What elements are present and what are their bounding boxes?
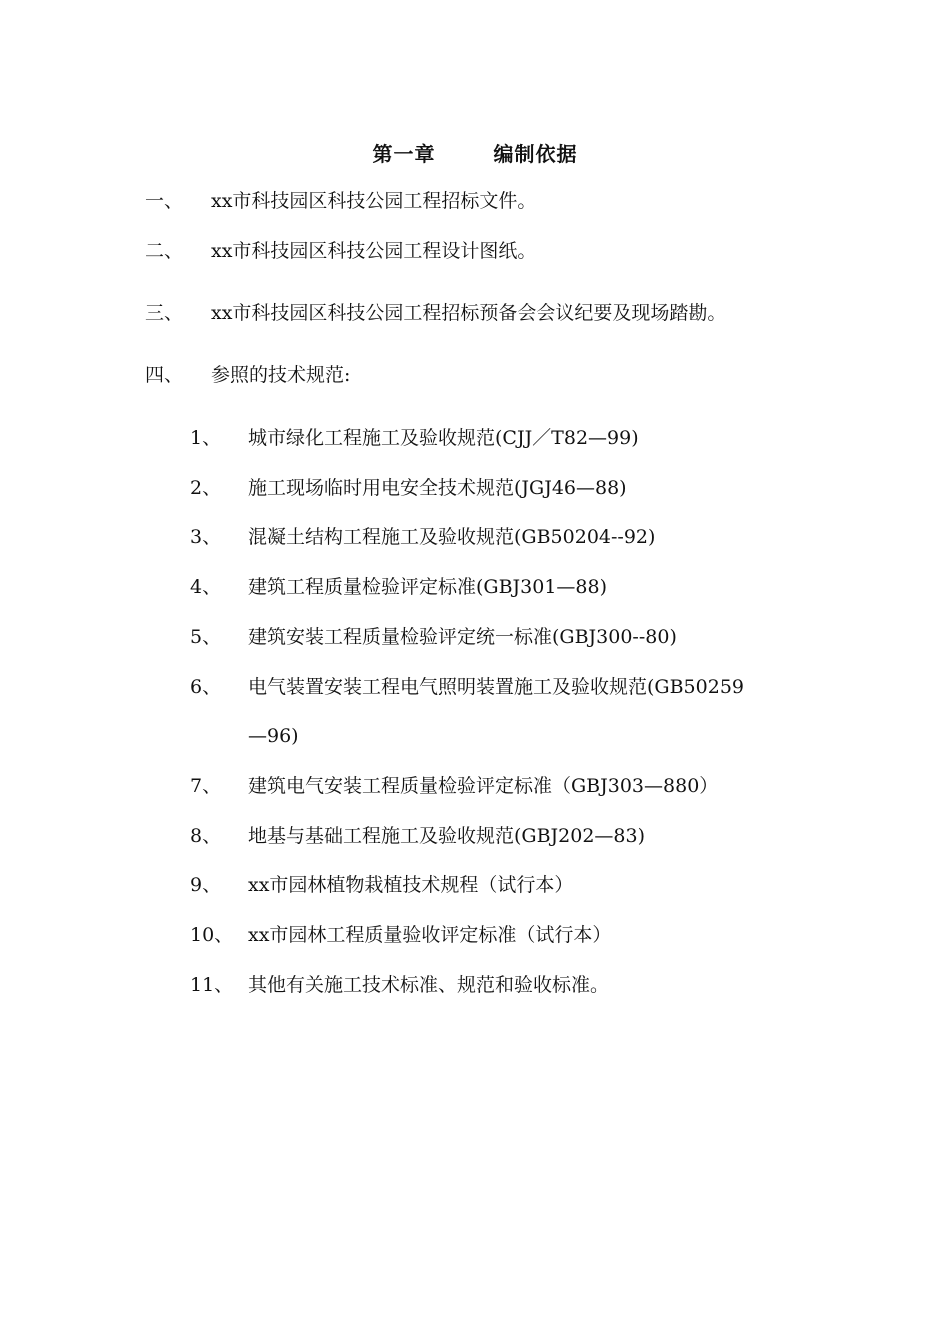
section-number: 一、 [145,190,184,212]
section-text: xx市科技园区科技公园工程招标预备会会议纪要及现场踏勘。 [211,302,727,324]
chapter-title: 编制依据 [493,142,578,166]
standard-item [190,773,718,799]
standard-text: xx市园林植物栽植技术规程（试行本） [248,874,574,896]
standard-number: 1、 [190,427,222,449]
standard-number: 2、 [190,477,222,499]
standard-text: 建筑工程质量检验评定标准(GBJ301—88) [248,576,608,598]
standard-number: 9、 [190,874,222,896]
standard-text: xx市园林工程质量验收评定标准（试行本） [248,924,612,946]
standard-item [190,425,639,451]
section-number: 四、 [145,364,184,386]
standard-text: 电气装置安装工程电气照明装置施工及验收规范(GB50259 [248,676,744,698]
standard-item [190,574,607,600]
standard-item [190,674,744,700]
standard-item [190,972,609,998]
standard-number: 10、 [190,924,234,946]
standard-item [190,823,645,849]
chapter-label: 第一章 [372,142,436,166]
chapter-heading [0,138,950,167]
section-item [145,188,536,214]
standard-number: 8、 [190,825,222,847]
section-item [145,300,726,326]
standard-item [190,624,677,650]
standard-item [190,524,655,550]
section-item [145,238,536,264]
standard-text: 其他有关施工技术标准、规范和验收标准。 [248,974,610,996]
standard-item [190,922,611,948]
standard-text: 地基与基础工程施工及验收规范(GBJ202—83) [248,825,646,847]
section-number: 二、 [145,240,184,262]
section-text: xx市科技园区科技公园工程设计图纸。 [211,240,537,262]
standard-item [190,872,573,898]
standard-text: 城市绿化工程施工及验收规范(CJJ／T82—99) [248,427,639,449]
standard-number: 11、 [190,974,234,996]
standard-number: 7、 [190,775,222,797]
section-text: 参照的技术规范: [211,364,351,386]
section-number: 三、 [145,302,184,324]
standard-text: 混凝土结构工程施工及验收规范(GB50204--92) [248,526,656,548]
standard-item [190,475,627,501]
standard-number: 3、 [190,526,222,548]
section-text: xx市科技园区科技公园工程招标文件。 [211,190,537,212]
standard-number: 6、 [190,676,222,698]
standard-number: 5、 [190,626,222,648]
standard-continuation: —96) [248,725,299,747]
standard-text: 建筑电气安装工程质量检验评定标准（GBJ303—880） [248,775,719,797]
section-item [145,362,350,388]
standard-number: 4、 [190,576,222,598]
standard-text: 施工现场临时用电安全技术规范(JGJ46—88) [248,477,627,499]
standard-text: 建筑安装工程质量检验评定统一标准(GBJ300--80) [248,626,677,648]
